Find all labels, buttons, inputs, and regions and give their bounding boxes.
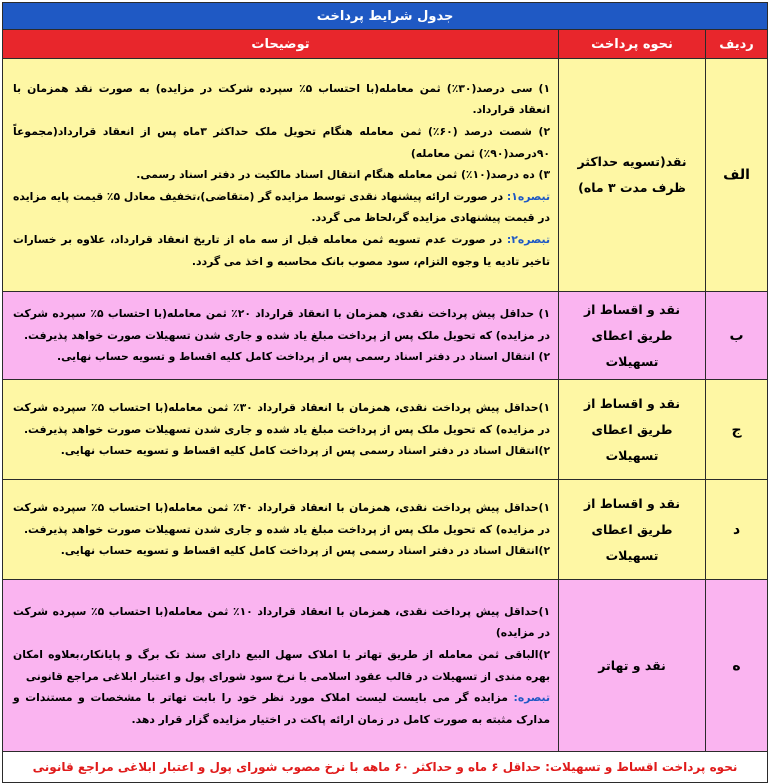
row-payment-mode: نقد و اقساط از طریق اعطای تسهیلات [559,292,706,380]
row-payment-mode: نقد و تهاتر [559,580,706,752]
row-radif: الف [706,59,768,292]
row-description [3,480,559,580]
table-row [3,59,768,292]
note-label: تبصره۲: [506,232,551,246]
payment-terms-document [2,2,767,783]
note-line [13,229,550,272]
row-payment-mode: نقد(تسویه حداکثر ظرف مدت ۳ ماه) [559,59,706,292]
row-description [3,292,559,380]
row-description [3,380,559,480]
table-header-row [3,30,768,59]
table-row [3,292,768,380]
row-payment-mode: نقد و اقساط از طریق اعطای تسهیلات [559,380,706,480]
row-radif: ج [706,380,768,480]
row-description [3,59,559,292]
row-payment-mode: نقد و اقساط از طریق اعطای تسهیلات [559,480,706,580]
table-title-row [3,3,768,30]
table-title: جدول شرایط پرداخت [3,3,768,30]
note-label: تبصره: [513,691,551,705]
note-text: در صورت عدم تسویه ثمن معامله قبل از سه ماه از تاریخ انعقاد قرارداد، علاوه بر خسارات تاخیر تادیه یا وجوه التزام، سود مصوب بانک محاسبه و اخذ می گردد. [13,232,551,268]
row-radif: ب [706,292,768,380]
description-line: ۲)انتقال اسناد در دفتر اسناد رسمی پس از پرداخت کامل کلیه اقساط و تسویه حساب نهایی. [60,444,551,458]
description-line: ۱) حداقل پیش پرداخت نقدی، همزمان با انعقاد قرارداد ۲۰٪ ثمن معامله(با احتساب ۵٪ سپرده شرکت در مزایده) که تحویل ملک پس از پرداخت مبلغ یاد شده و جاری شدن تسهیلات صورت خواهد پذیرفت. [13,307,551,342]
description-line: ۱)حداقل پیش پرداخت نقدی، همزمان با انعقاد قرارداد ۴۰٪ ثمن معامله(با احتساب ۵٪ سپرده شرکت در مزایده) که تحویل ملک پس از پرداخت مبلغ یاد شده و جاری شدن تسهیلات صورت خواهد پذیرفت. [13,501,551,536]
description-line: ۳) ده درصد(۱۰٪) ثمن معامله هنگام انتقال اسناد مالکیت در دفتر اسناد رسمی. [136,168,551,182]
table-row [3,580,768,752]
note-text: در صورت ارائه پیشنهاد نقدی توسط مزایده گر (متقاضی)،تخفیف معادل ۵٪ قیمت پایه مزایده در قیمت پیشنهادی مزایده گر،لحاظ می گردد. [13,189,551,225]
note-text: مزایده گر می بایست لیست املاک مورد نظر خود را بابت تهاتر با مشخصات و مستندات و مدارک مثبته به صورت کامل در زمان ارائه پاکت در اختیار مزایده گزار قرار دهد. [13,691,551,726]
header-payment-mode: نحوه پرداخت [559,30,706,59]
table-row [3,480,768,580]
note-label: تبصره۱: [506,189,551,203]
description-line: ۱)حداقل پیش پرداخت نقدی، همزمان با انعقاد قرارداد ۳۰٪ ثمن معامله(با احتساب ۵٪ سپرده شرکت در مزایده) که تحویل ملک پس از پرداخت مبلغ یاد شده و جاری شدن تسهیلات صورت خواهد پذیرفت. [13,401,551,436]
payment-terms-table [2,2,768,783]
row-radif: د [706,480,768,580]
table-footer: نحوه پرداخت اقساط و تسهیلات: حداقل ۶ ماه و حداکثر ۶۰ ماهه با نرخ مصوب شورای پول و اعتبار ابلاغی مراجع قانونی [3,752,768,783]
row-description [3,580,559,752]
description-line: ۲)الباقی ثمن معامله از طریق تهاتر با املاک سهل البیع دارای سند تک برگ و پایانکار،بعلاوه امکان بهره مندی از تسهیلات در قالب عقود اسلامی با نرخ سود شورای پول و اعتبار ابلاغی مراجع قانونی [13,647,551,683]
table-row [3,380,768,480]
header-description: توضیحات [3,30,559,59]
row-radif: ه [706,580,768,752]
note-line [13,687,550,730]
header-radif: ردیف [706,30,768,59]
note-line [13,186,550,229]
description-line: ۲) شصت درصد (۶۰٪) ثمن معامله هنگام تحویل ملک حداکثر ۳ماه پس از انعقاد قرارداد(مجموعاً ۹۰درصد(۹۰٪) ثمن معامله) [13,125,551,160]
description-line: ۱)حداقل پیش پرداخت نقدی، همزمان با انعقاد قرارداد ۱۰٪ ثمن معامله(با احتساب ۵٪ سپرده شرکت در مزایده) [13,604,551,640]
description-line: ۲) انتقال اسناد در دفتر اسناد رسمی پس از پرداخت کامل کلیه اقساط و تسویه حساب نهایی. [56,350,551,364]
table-footer-row [3,752,768,783]
description-line: ۱) سی درصد(۳۰٪) ثمن معامله(با احتساب ۵٪ سپرده شرکت در مزایده) به صورت نقد همزمان با انعقاد قرارداد. [13,81,551,117]
description-line: ۲)انتقال اسناد در دفتر اسناد رسمی پس از پرداخت کامل کلیه اقساط و تسویه حساب نهایی. [60,544,551,558]
